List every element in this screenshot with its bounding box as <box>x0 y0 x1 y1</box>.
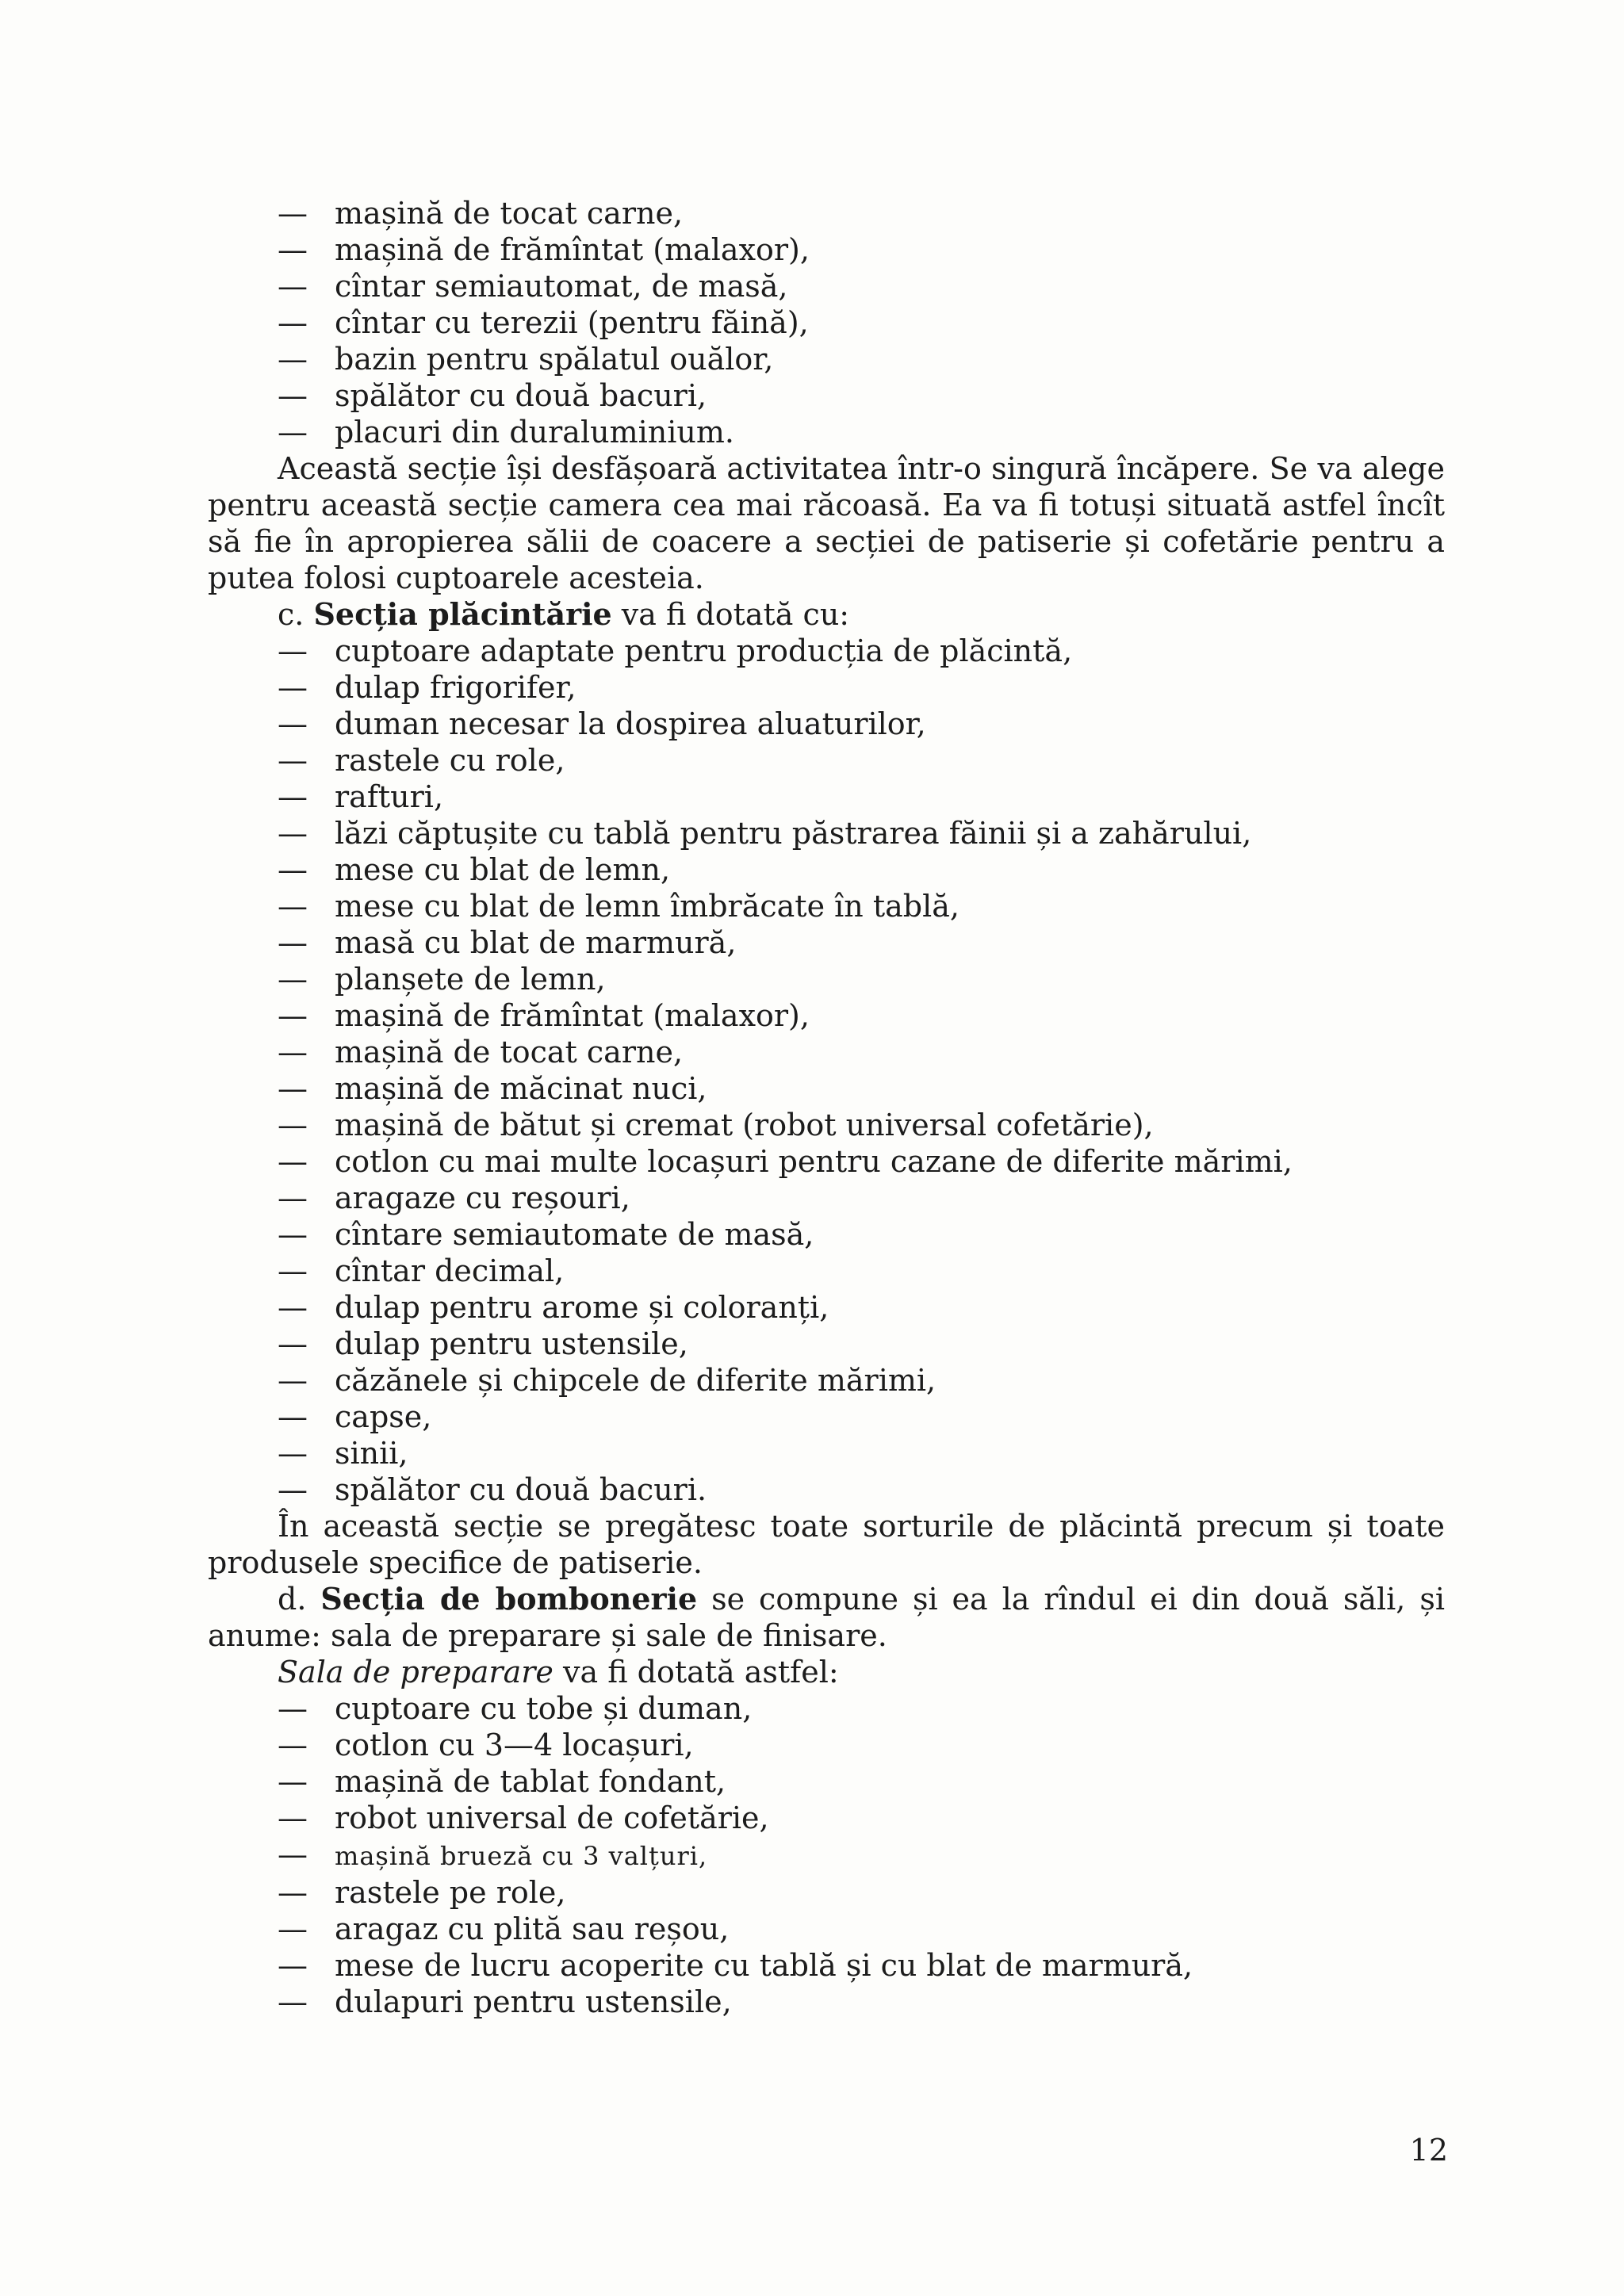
list-item-text: mese cu blat de lemn, <box>335 852 671 887</box>
list-item-text: mașină de tablat fondant, <box>335 1764 726 1799</box>
list-dash: — <box>278 1984 308 2019</box>
list-dash: — <box>278 1253 308 1288</box>
section-d-heading <box>208 1581 1445 1654</box>
list-item <box>208 1180 1445 1216</box>
list-item-text: mese de lucru acoperite cu tablă și cu blat de marmură, <box>335 1948 1193 1983</box>
list-item <box>208 1836 1445 1874</box>
list-item <box>208 1947 1445 1984</box>
sala-heading <box>208 1654 1445 1690</box>
list-dash: — <box>278 1911 308 1946</box>
sala-title: Sala de preparare <box>278 1655 553 1689</box>
list-dash: — <box>278 1144 308 1179</box>
list-dash: — <box>278 342 308 377</box>
list-item-text: mașină de frămîntat (malaxor), <box>335 998 810 1033</box>
list-dash: — <box>278 415 308 450</box>
list-item-text: cuptoare cu tobe și duman, <box>335 1691 753 1726</box>
list-dash: — <box>278 1764 308 1799</box>
section-c-title: Secția plăcintărie <box>313 596 612 632</box>
list-dash: — <box>278 269 308 304</box>
list-item <box>208 1911 1445 1947</box>
list-item-text: mașină de tocat carne, <box>335 1035 684 1070</box>
list-item <box>208 1471 1445 1508</box>
list-dash: — <box>278 852 308 887</box>
list-item <box>208 377 1445 414</box>
list-dash: — <box>278 305 308 340</box>
list-dash: — <box>278 1217 308 1252</box>
page-body <box>208 195 1445 2020</box>
list-item <box>208 1727 1445 1763</box>
list-dash: — <box>278 816 308 851</box>
list-dash: — <box>278 1800 308 1835</box>
list-dash: — <box>278 1399 308 1434</box>
list-item <box>208 1399 1445 1435</box>
list-dash: — <box>278 998 308 1033</box>
list-item <box>208 268 1445 304</box>
list-item <box>208 924 1445 961</box>
list-item-text: cotlon cu 3—4 locașuri, <box>335 1728 694 1762</box>
list-item-text: dulap pentru arome și coloranți, <box>335 1290 829 1325</box>
list-item <box>208 742 1445 779</box>
list-item <box>208 1143 1445 1180</box>
list-item <box>208 1984 1445 2020</box>
list-item <box>208 888 1445 924</box>
list-item-text: cîntare semiautomate de masă, <box>335 1217 814 1252</box>
section-d-letter: d. <box>278 1582 307 1617</box>
list-item <box>208 1326 1445 1362</box>
list-item <box>208 779 1445 815</box>
list-dash: — <box>278 1837 308 1872</box>
paragraph-section-description: Această secție își desfășoară activitatea într-o singură încăpere. Se va alege pentru această secție camera cea mai răcoasă. Ea va fi totuși situată astfel încît să fie în apropierea sălii de coacere a secției de patiserie și cofetărie pentru a putea folosi cuptoarele acesteia. <box>208 451 1445 595</box>
list-item-text: aragaze cu reșouri, <box>335 1181 630 1215</box>
list-dash: — <box>278 232 308 267</box>
list-item <box>208 1107 1445 1143</box>
list-dash: — <box>278 1035 308 1070</box>
page-number: 12 <box>1409 2133 1448 2168</box>
list-item-text: cîntar semiautomat, de masă, <box>335 269 788 304</box>
list-item <box>208 1289 1445 1326</box>
list-item <box>208 304 1445 341</box>
list-item-text: dulapuri pentru ustensile, <box>335 1984 732 2019</box>
list-item-text: cuptoare adaptate pentru producția de plăcintă, <box>335 633 1073 668</box>
list-item-text: aragaz cu plită sau reșou, <box>335 1911 730 1946</box>
list-item <box>208 1763 1445 1800</box>
list-item-text: dulap pentru ustensile, <box>335 1326 688 1361</box>
paragraph-placintarie: În această secție se pregătesc toate sorturile de plăcintă precum și toate produsele specifice de patiserie. <box>208 1509 1445 1580</box>
list-item-text: mașină de bătut și cremat (robot universal cofetărie), <box>335 1108 1154 1142</box>
list-item-text: lăzi căptușite cu tablă pentru păstrarea făinii și a zahărului, <box>335 816 1252 851</box>
list-item-text: planșete de lemn, <box>335 962 606 997</box>
list-item <box>208 851 1445 888</box>
list-item <box>208 195 1445 232</box>
list-dash: — <box>278 1108 308 1142</box>
list-item-text: cotlon cu mai multe locașuri pentru cazane de diferite mărimi, <box>335 1144 1293 1179</box>
list-dash: — <box>278 1071 308 1106</box>
list-dash: — <box>278 925 308 960</box>
list-dash: — <box>278 1728 308 1762</box>
list-item <box>208 1435 1445 1471</box>
list-item-text: mașină de tocat carne, <box>335 196 684 231</box>
list-item-text: placuri din duraluminium. <box>335 415 734 450</box>
list-item <box>208 1362 1445 1399</box>
list-item <box>208 961 1445 997</box>
list-dash: — <box>278 633 308 668</box>
list-item-text: mese cu blat de lemn îmbrăcate în tablă, <box>335 889 959 924</box>
list-item-text: spălător cu două bacuri. <box>335 1472 707 1507</box>
list-item-text: rafturi, <box>335 779 444 814</box>
section-c-heading <box>208 596 1445 633</box>
list-item <box>208 414 1445 450</box>
list-item <box>208 1690 1445 1727</box>
equipment-list-1 <box>208 195 1445 450</box>
list-dash: — <box>278 196 308 231</box>
list-dash: — <box>278 743 308 778</box>
list-item-text: mașină de frămîntat (malaxor), <box>335 232 810 267</box>
list-item <box>208 815 1445 851</box>
list-item-text: masă cu blat de marmură, <box>335 925 737 960</box>
list-dash: — <box>278 962 308 997</box>
list-item <box>208 1034 1445 1070</box>
list-item <box>208 669 1445 706</box>
list-dash: — <box>278 1691 308 1726</box>
section-c-rest: va fi dotată cu: <box>611 597 850 632</box>
list-dash: — <box>278 706 308 741</box>
list-dash: — <box>278 1948 308 1983</box>
sala-rest: va fi dotată astfel: <box>553 1655 839 1689</box>
section-d-rest: se compune și ea la rîndul ei din două săli, și anume: sala de preparare și sale de finisare. <box>208 1582 1445 1653</box>
list-dash: — <box>278 889 308 924</box>
list-item <box>208 1216 1445 1253</box>
list-item-text: robot universal de cofetărie, <box>335 1800 769 1835</box>
section-d-title: Secția de bombonerie <box>320 1581 698 1617</box>
list-dash: — <box>278 779 308 814</box>
list-dash: — <box>278 1181 308 1215</box>
equipment-list-2 <box>208 633 1445 1508</box>
list-item-text: capse, <box>335 1399 432 1434</box>
list-dash: — <box>278 670 308 705</box>
equipment-list-3 <box>208 1690 1445 2020</box>
list-item <box>208 1253 1445 1289</box>
list-item <box>208 706 1445 742</box>
list-item <box>208 1874 1445 1911</box>
list-item-text: duman necesar la dospirea aluaturilor, <box>335 706 926 741</box>
list-item-text: rastele cu role, <box>335 743 565 778</box>
list-item <box>208 232 1445 268</box>
list-item <box>208 1070 1445 1107</box>
list-dash: — <box>278 1326 308 1361</box>
list-item <box>208 1800 1445 1836</box>
list-dash: — <box>278 1290 308 1325</box>
list-dash: — <box>278 1436 308 1471</box>
list-item-text: cîntar decimal, <box>335 1253 565 1288</box>
list-item <box>208 997 1445 1034</box>
list-dash: — <box>278 378 308 413</box>
list-dash: — <box>278 1363 308 1398</box>
list-dash: — <box>278 1875 308 1910</box>
list-item-text: bazin pentru spălatul ouălor, <box>335 342 774 377</box>
list-item <box>208 633 1445 669</box>
list-item-text: rastele pe role, <box>335 1875 566 1910</box>
list-item-text: mașină de măcinat nuci, <box>335 1071 707 1106</box>
list-item-text: mașină brueză cu 3 valțuri, <box>335 1841 708 1871</box>
section-c-letter: c. <box>278 597 304 632</box>
list-item-text: dulap frigorifer, <box>335 670 576 705</box>
list-item-text: spălător cu două bacuri, <box>335 378 707 413</box>
list-dash: — <box>278 1472 308 1507</box>
list-item-text: căzănele și chipcele de diferite mărimi, <box>335 1363 936 1398</box>
list-item <box>208 341 1445 377</box>
list-item-text: sinii, <box>335 1436 408 1471</box>
list-item-text: cîntar cu terezii (pentru făină), <box>335 305 809 340</box>
